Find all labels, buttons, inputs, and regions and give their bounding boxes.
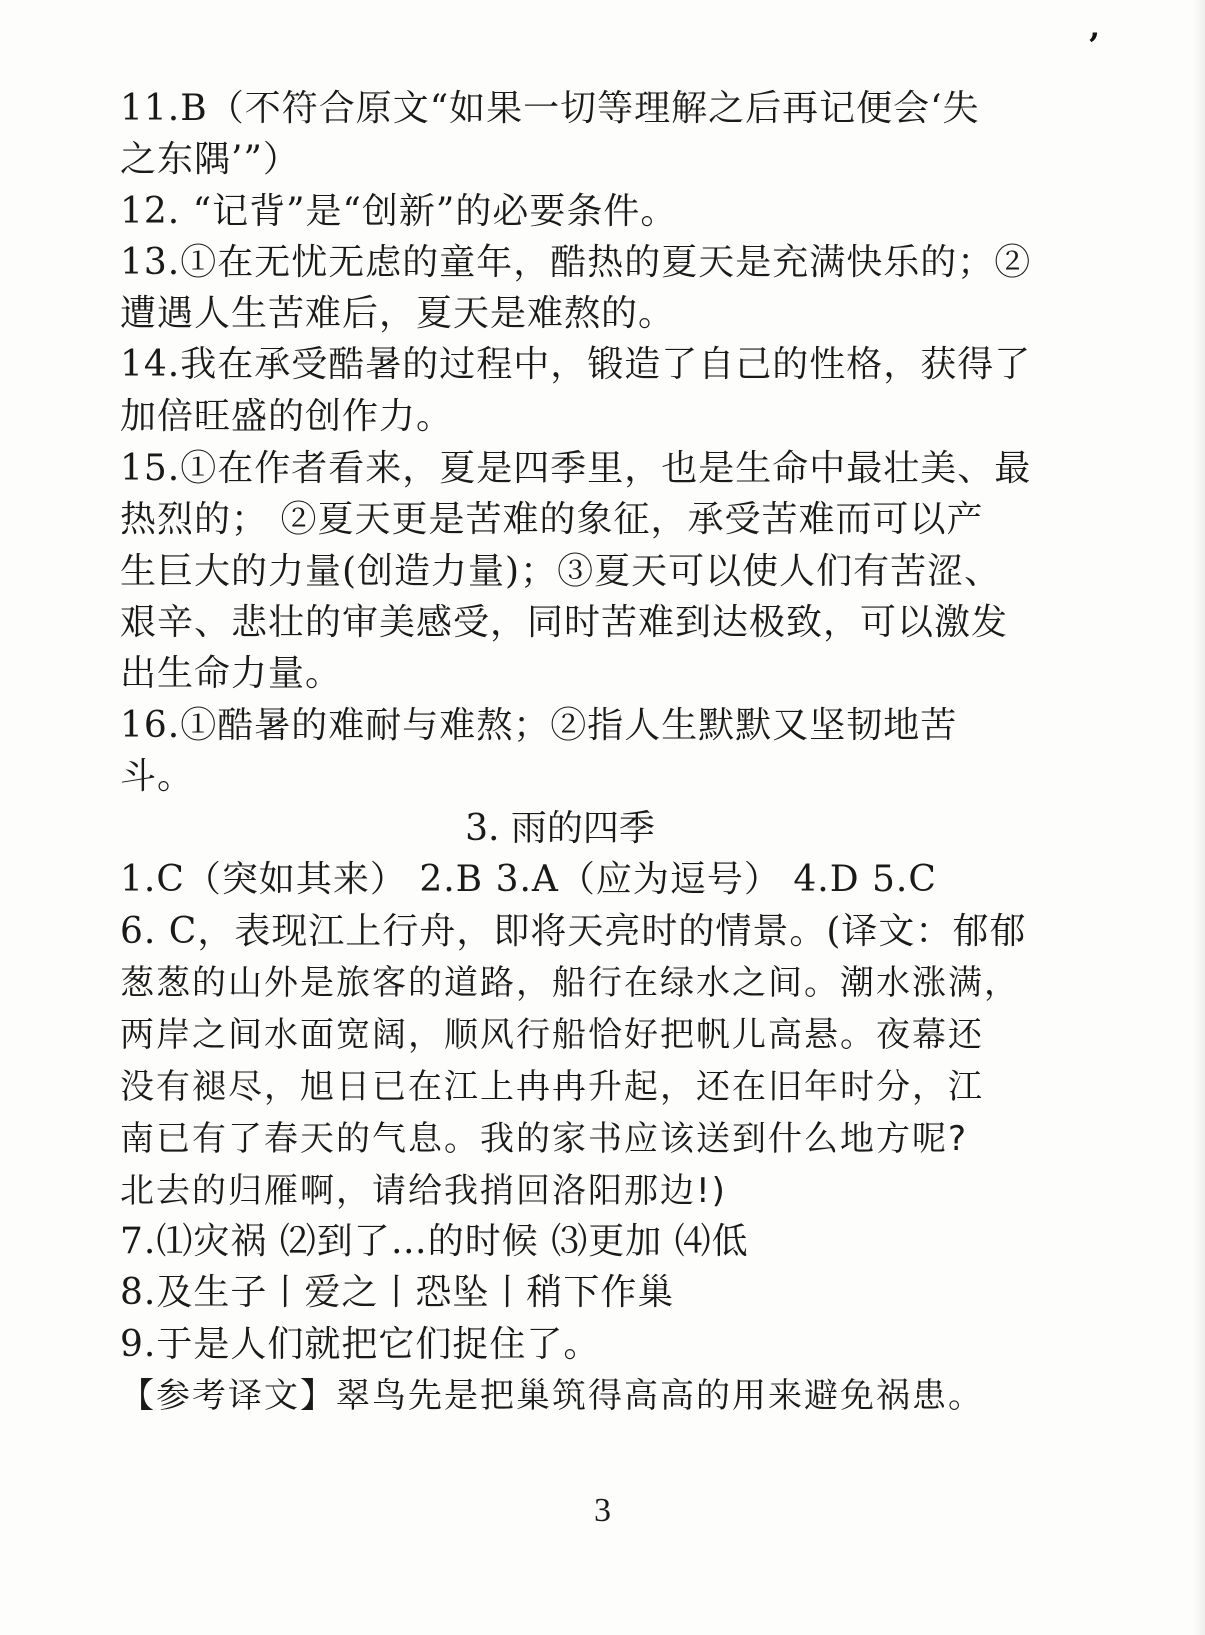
text-line: 6. C，表现江上行舟，即将天亮时的情景。(译文：郁郁 — [120, 911, 1027, 952]
scan-edge-shadow — [1193, 0, 1205, 1635]
text-line: 14.我在承受酷暑的过程中，锻造了自己的性格，获得了 — [120, 344, 1032, 385]
text-line: 7.⑴灾祸 ⑵到了…的时候 ⑶更加 ⑷低 — [120, 1221, 749, 1262]
text-line: 热烈的； ②夏天更是苦难的象征，承受苦难而可以产 — [120, 499, 984, 540]
translation-line: 两岸之间水面宽阔，顺风行船恰好把帆儿高悬。夜幕还 — [120, 1015, 984, 1055]
page-number: 3 — [594, 1492, 611, 1529]
text-line: 加倍旺盛的创作力。 — [120, 396, 454, 437]
text-line: 8.及生子丨爱之丨恐坠丨稍下作巢 — [120, 1272, 675, 1313]
text-line: 生巨大的力量(创造力量)；③夏天可以使人们有苦涩、 — [120, 551, 1002, 592]
text-line: 斗。 — [120, 756, 195, 797]
text-line: 9.于是人们就把它们捉住了。 — [120, 1324, 601, 1365]
text-line: 1.C（突如其来） 2.B 3.A（应为逗号） 4.D 5.C — [120, 859, 937, 900]
text-line: 艰辛、悲壮的审美感受，同时苦难到达极致，可以激发 — [120, 602, 1009, 643]
text-line: 12. “记背”是“创新”的必要条件。 — [120, 191, 678, 232]
text-line: 之东隅’”） — [120, 139, 300, 180]
text-line: 出生命力量。 — [120, 653, 343, 694]
translation-line: 北去的归雁啊，请给我捎回洛阳那边!) — [120, 1171, 727, 1211]
text-line: 遭遇人生苦难后，夏天是难熬的。 — [120, 293, 676, 334]
translation-line: 南已有了春天的气息。我的家书应该送到什么地方呢? — [120, 1119, 969, 1159]
text-line: 13.①在无忧无虑的童年，酷热的夏天是充满快乐的；② — [120, 242, 1032, 283]
text-line: 15.①在作者看来，夏是四季里，也是生命中最壮美、最 — [120, 448, 1032, 489]
corner-mark: ’ — [1088, 26, 1100, 66]
translation-line: 葱葱的山外是旅客的道路，船行在绿水之间。潮水涨满， — [120, 963, 1020, 1003]
text-line: 16.①酷暑的难耐与难熬；②指人生默默又坚韧地苦 — [120, 705, 958, 746]
section-heading: 3. 雨的四季 — [465, 808, 655, 849]
translation-line: 没有褪尽，旭日已在江上冉冉升起，还在旧年时分，江 — [120, 1067, 984, 1107]
text-line: 11.B（不符合原文“如果一切等理解之后再记便会‘失 — [120, 88, 980, 129]
reference-translation-line: 【参考译文】翠鸟先是把巢筑得高高的用来避免祸患。 — [120, 1376, 984, 1416]
